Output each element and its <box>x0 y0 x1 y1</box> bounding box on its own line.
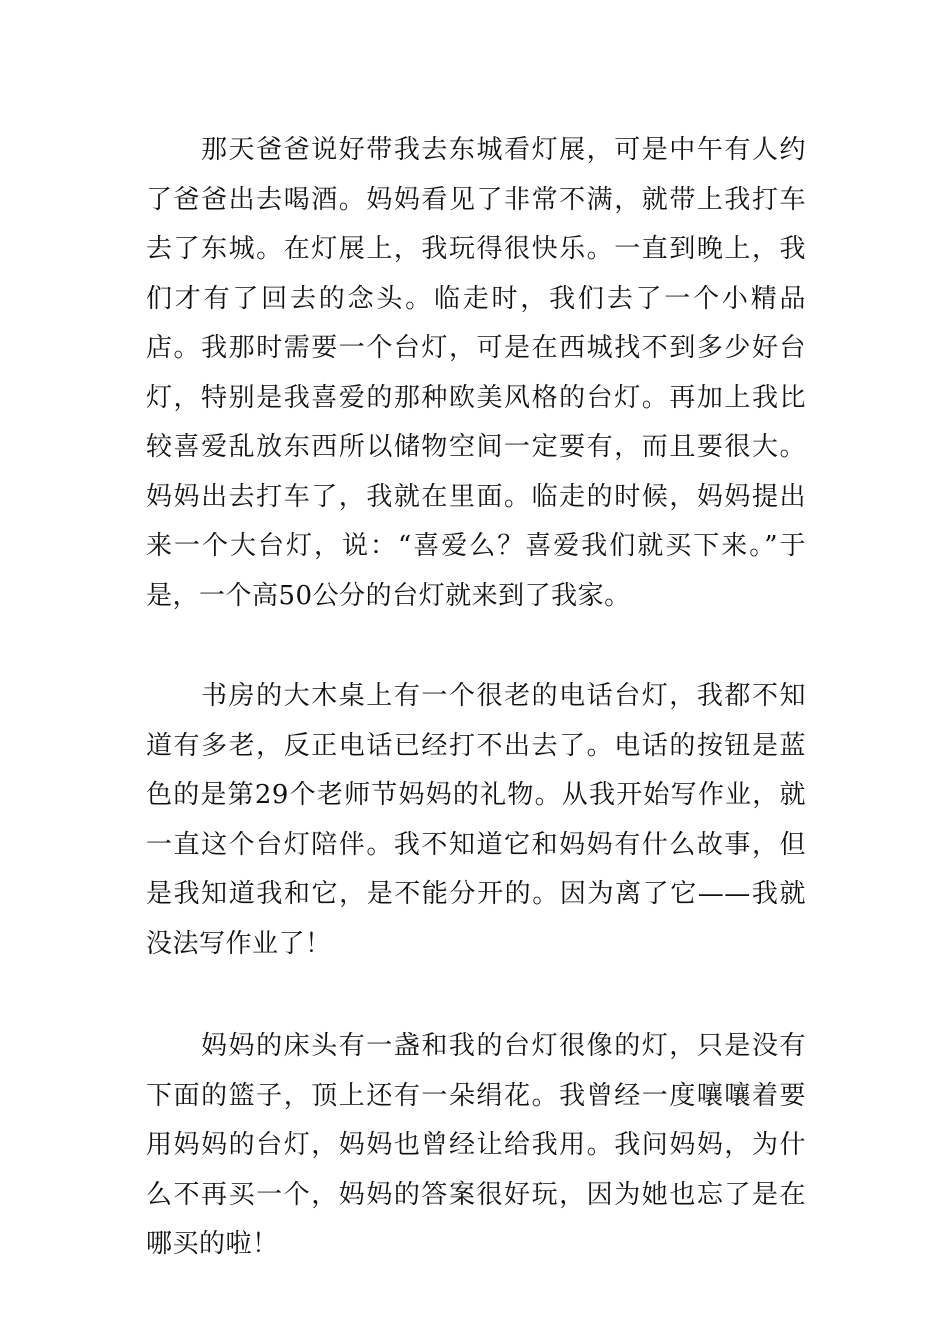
paragraph-3: 妈妈的床头有一盏和我的台灯很像的灯，只是没有下面的篮子，顶上还有一朵绢花。我曾经一度嚷嚷着要用妈妈的台灯，妈妈也曾经让给我用。我问妈妈，为什么不再买一个，妈妈的答案很好玩，因为她也忘了是在哪买的啦！ <box>146 1031 806 1259</box>
paragraph-2: 书房的大木桌上有一个很老的电话台灯，我都不知道有多老，反正电话已经打不出去了。电话的按钮是蓝色的是第29个老师节妈妈的礼物。从我开始写作业，就一直这个台灯陪伴。我不知道它和妈妈有什么故事，但是我知道我和它，是不能分开的。因为离了它——我就没法写作业了！ <box>146 681 806 959</box>
paragraph-1: 那天爸爸说好带我去东城看灯展，可是中午有人约了爸爸出去喝酒。妈妈看见了非常不满，就带上我打车去了东城。在灯展上，我玩得很快乐。一直到晚上，我们才有了回去的念头。临走时，我们去了一个小精品店。我那时需要一个台灯，可是在西城找不到多少好台灯，特别是我喜爱的那种欧美风格的台灯。再加上我比较喜爱乱放东西所以储物空间一定要有，而且要很大。妈妈出去打车了，我就在里面。临走的时候，妈妈提出来一个大台灯，说：“喜爱么？喜爱我们就买下来。”于是，一个高50公分的台灯就来到了我家。 <box>146 135 806 611</box>
